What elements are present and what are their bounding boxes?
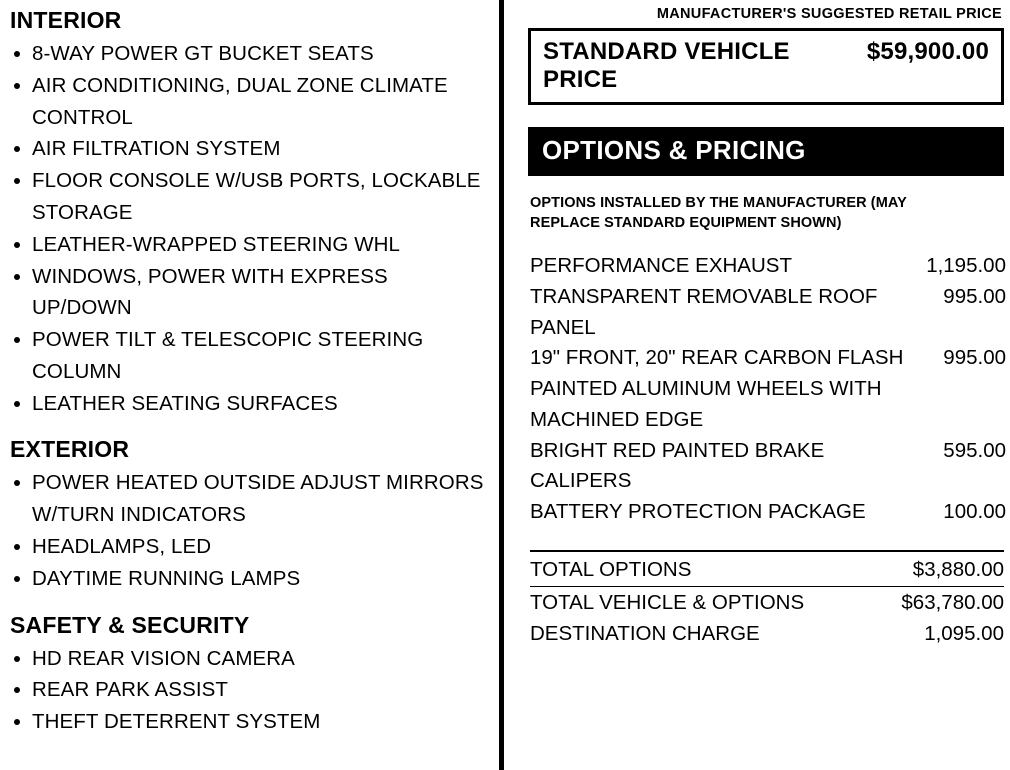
standard-vehicle-price-box: [528, 28, 1004, 105]
feature-list: [10, 643, 487, 738]
total-amount: $3,880.00: [901, 554, 1004, 586]
pricing-column: [504, 0, 1010, 770]
standard-vehicle-price-value: $59,900.00: [866, 38, 989, 65]
option-row: [530, 436, 1006, 498]
feature-item: THEFT DETERRENT SYSTEM: [10, 706, 487, 738]
option-description: PERFORMANCE EXHAUST: [530, 254, 792, 278]
option-amount: 995.00: [943, 284, 1006, 308]
option-row: [530, 343, 1006, 435]
totals-table: [530, 554, 1004, 650]
options-installed-note: OPTIONS INSTALLED BY THE MANUFACTURER (MAY REPLACE STANDARD EQUIPMENT SHOWN): [530, 195, 907, 231]
feature-item: POWER HEATED OUTSIDE ADJUST MIRRORS W/TURN INDICATORS: [10, 467, 487, 531]
feature-item: 8-WAY POWER GT BUCKET SEATS: [10, 38, 487, 70]
total-amount: $63,780.00: [901, 590, 1004, 614]
feature-list: [10, 467, 487, 594]
option-amount: 595.00: [943, 438, 1006, 462]
feature-item: LEATHER-WRAPPED STEERING WHL: [10, 229, 487, 261]
feature-list: [10, 38, 487, 419]
option-amount: 100.00: [943, 500, 1006, 524]
total-label: TOTAL VEHICLE & OPTIONS: [530, 590, 805, 614]
total-row: [530, 586, 1004, 618]
msrp-label: MANUFACTURER'S SUGGESTED RETAIL PRICE: [656, 6, 1002, 22]
feature-item: POWER TILT & TELESCOPIC STEERING COLUMN: [10, 324, 487, 388]
standard-vehicle-price-label: STANDARD VEHICLE PRICE: [543, 38, 790, 93]
feature-item: REAR PARK ASSIST: [10, 674, 487, 706]
feature-item: HEADLAMPS, LED: [10, 531, 487, 563]
total-amount: 1,095.00: [924, 622, 1004, 646]
section-heading: INTERIOR: [10, 7, 122, 33]
option-row: [530, 282, 1006, 344]
option-description: BRIGHT RED PAINTED BRAKE CALIPERS: [530, 438, 825, 493]
option-row: [530, 251, 1006, 282]
option-row: [530, 497, 1006, 528]
standard-equipment-column: [0, 0, 497, 770]
feature-item: FLOOR CONSOLE W/USB PORTS, LOCKABLE STORAGE: [10, 165, 487, 229]
option-amount: 995.00: [943, 346, 1006, 370]
feature-item: AIR CONDITIONING, DUAL ZONE CLIMATE CONTROL: [10, 70, 487, 134]
feature-item: AIR FILTRATION SYSTEM: [10, 133, 487, 165]
total-row: [530, 554, 1004, 586]
option-amount: 1,195.00: [926, 254, 1006, 278]
total-label: TOTAL OPTIONS: [530, 554, 901, 586]
option-description: TRANSPARENT REMOVABLE ROOF PANEL: [530, 284, 878, 339]
total-row: [530, 618, 1004, 650]
options-pricing-banner: OPTIONS & PRICING: [528, 127, 1004, 176]
section-heading: EXTERIOR: [10, 436, 130, 463]
options-table: [530, 251, 1006, 528]
option-description: BATTERY PROTECTION PACKAGE: [530, 500, 866, 524]
total-label: DESTINATION CHARGE: [530, 622, 760, 646]
feature-item: LEATHER SEATING SURFACES: [10, 388, 487, 420]
totals-block: [530, 550, 1004, 650]
feature-item: HD REAR VISION CAMERA: [10, 643, 487, 675]
feature-item: DAYTIME RUNNING LAMPS: [10, 563, 487, 595]
option-description: 19" FRONT, 20" REAR CARBON FLASH PAINTED ALUMINUM WHEELS WITH MACHINED EDGE: [530, 346, 904, 431]
feature-item: WINDOWS, POWER WITH EXPRESS UP/DOWN: [10, 261, 487, 325]
section-heading: SAFETY & SECURITY: [10, 611, 250, 638]
